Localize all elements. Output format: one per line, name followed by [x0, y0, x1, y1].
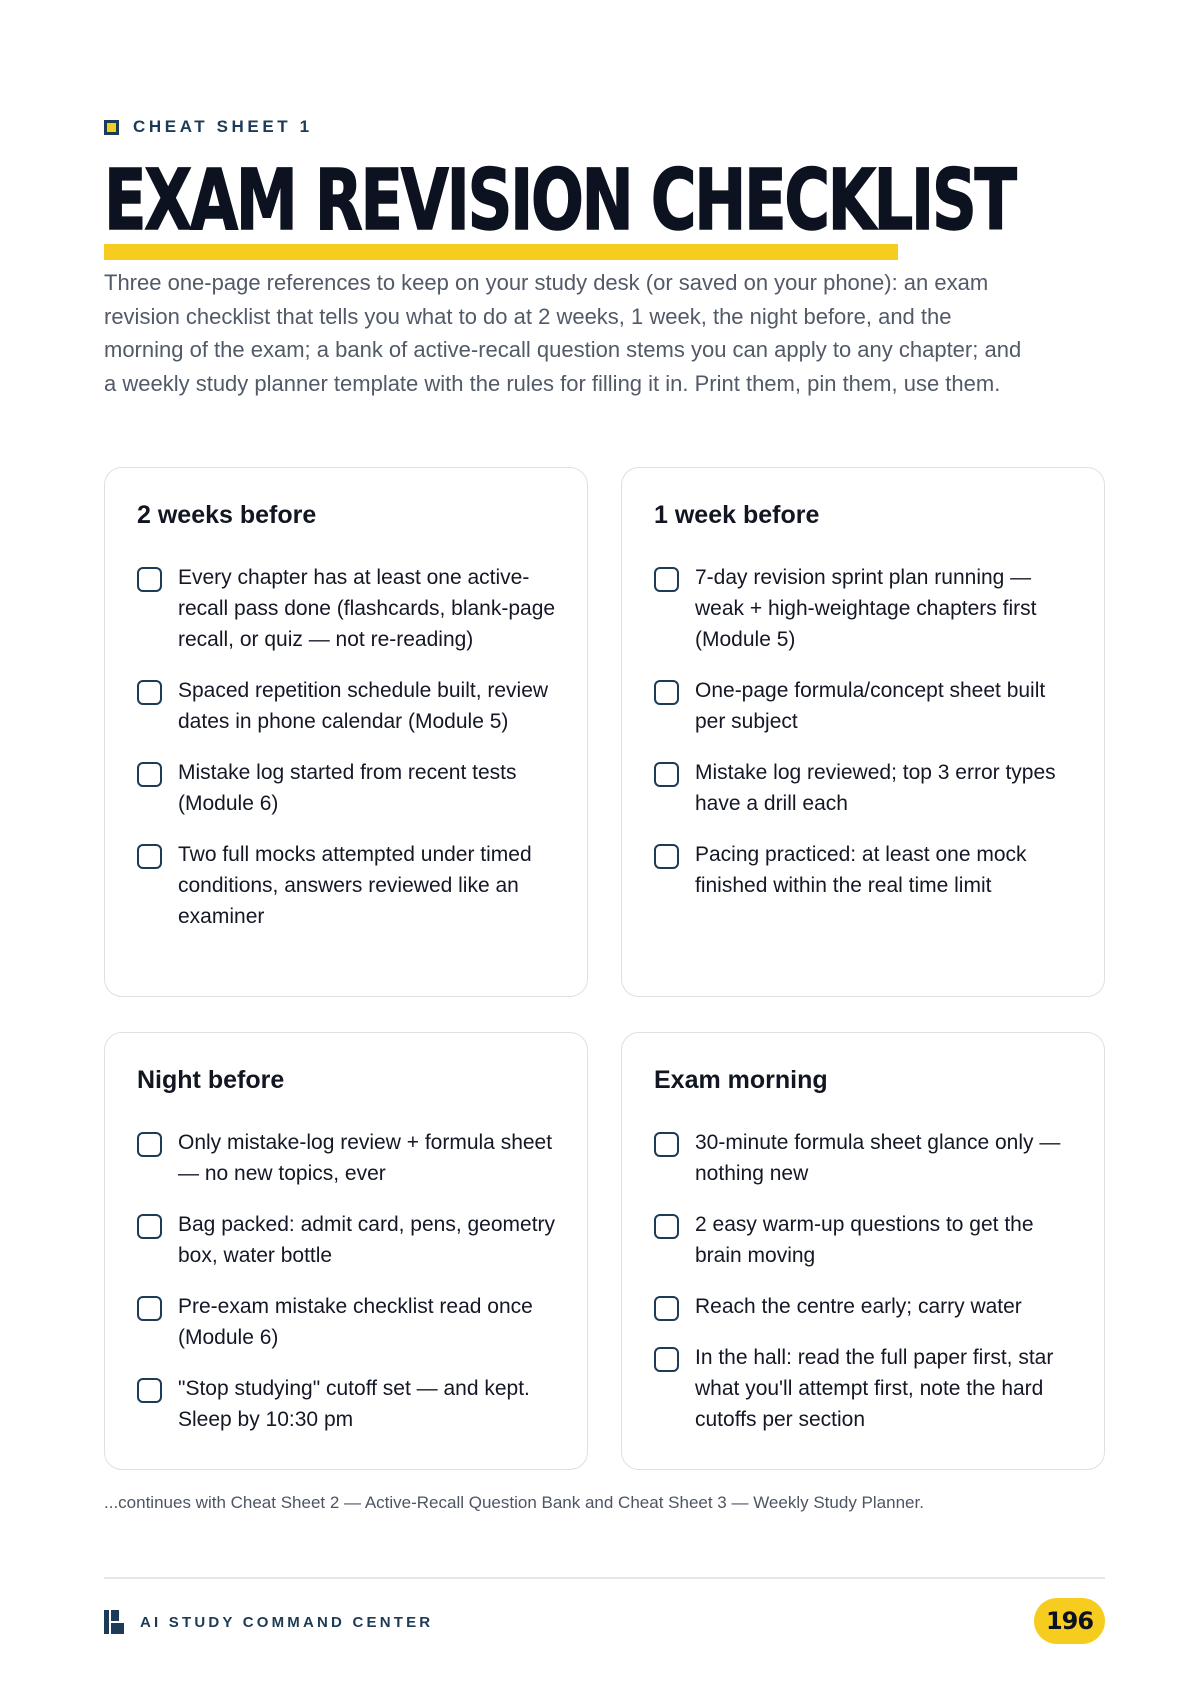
checklist-item-label: One-page formula/concept sheet built per subject: [695, 679, 1046, 733]
continues-note: ...continues with Cheat Sheet 2 — Active-Recall Question Bank and Cheat Sheet 3 — Weekly Study Planner.: [104, 1493, 924, 1512]
checklist-item-label: Spaced repetition schedule built, review dates in phone calendar (Module 5): [178, 679, 549, 733]
checkbox[interactable]: [654, 1347, 679, 1372]
footer-brand: [104, 1610, 433, 1634]
eyebrow-label: CHEAT SHEET 1: [133, 117, 313, 136]
checklist-item-label: Pre-exam mistake checklist read once (Module 6): [178, 1295, 533, 1349]
checklist-item-label: Reach the centre early; carry water: [695, 1295, 1022, 1318]
checklist-item: [654, 1291, 1080, 1322]
card-night-before: [104, 1032, 588, 1470]
checklist-item-label: Pacing practiced: at least one mock finished within the real time limit: [695, 843, 1027, 897]
checkbox[interactable]: [654, 844, 679, 869]
checkbox[interactable]: [137, 1132, 162, 1157]
card-2-weeks-before: [104, 467, 588, 997]
checkbox[interactable]: [137, 567, 162, 592]
checklist-item-label: Bag packed: admit card, pens, geometry box, water bottle: [178, 1213, 556, 1267]
checklist-item: [137, 562, 563, 655]
checkbox[interactable]: [654, 1132, 679, 1157]
checklist-item: [654, 1209, 1080, 1271]
book-logo-icon: [104, 1610, 124, 1634]
checkbox[interactable]: [654, 762, 679, 787]
checklist-item: [137, 1127, 563, 1189]
checklist-item-label: 30-minute formula sheet glance only — nothing new: [695, 1131, 1061, 1185]
checkbox[interactable]: [654, 1214, 679, 1239]
card-1-week-before: [621, 467, 1105, 997]
checklist-item: [654, 562, 1080, 655]
checklist-item: [137, 839, 563, 932]
checklist-item: [137, 757, 563, 819]
checkbox[interactable]: [654, 1296, 679, 1321]
checklist-item-label: 2 easy warm-up questions to get the brain moving: [695, 1213, 1034, 1267]
section-eyebrow: [104, 117, 313, 137]
footer-divider: [104, 1577, 1105, 1579]
title-wrap: [104, 150, 1015, 250]
checklist-item-label: Mistake log started from recent tests (Module 6): [178, 761, 517, 815]
square-bullet-icon: [104, 120, 119, 135]
checklist-item-label: 7-day revision sprint plan running — weak + high-weightage chapters first (Module 5): [695, 566, 1037, 651]
checklist-item-label: Two full mocks attempted under timed conditions, answers reviewed like an examiner: [178, 843, 532, 928]
checklist-item-label: Mistake log reviewed; top 3 error types have a drill each: [695, 761, 1056, 815]
checklist-item: [137, 1291, 563, 1353]
checklist-item: [654, 1342, 1080, 1435]
card-heading: Night before: [137, 1066, 285, 1094]
checkbox[interactable]: [137, 1214, 162, 1239]
page-number-badge: 196: [1034, 1598, 1105, 1644]
checkbox[interactable]: [137, 1378, 162, 1403]
checkbox[interactable]: [137, 680, 162, 705]
checklist-item: [137, 1209, 563, 1271]
checklist-item: [654, 1127, 1080, 1189]
checklist-item: [654, 839, 1080, 901]
checklist-item: [654, 757, 1080, 819]
card-heading: 2 weeks before: [137, 501, 317, 529]
checklist-item: [137, 1373, 563, 1435]
brand-name: AI STUDY COMMAND CENTER: [140, 1613, 434, 1631]
intro-paragraph: Three one-page references to keep on your study desk (or saved on your phone): an exam revision checklist that tells you what to do at 2 weeks, 1 week, the night before, and the morning of the exam; a bank of active-recall question stems you can apply to any chapter; and a weekly study planner template with the rules for filling it in. Print them, pin them, use them.: [104, 270, 1022, 396]
checkbox[interactable]: [654, 680, 679, 705]
checklist-item-label: In the hall: read the full paper first, star what you'll attempt first, note the hard cutoffs per section: [695, 1346, 1054, 1431]
checklist-item-label: Only mistake-log review + formula sheet — no new topics, ever: [178, 1131, 553, 1185]
page-title: EXAM REVISION CHECKLIST: [104, 151, 1015, 249]
checklist: [137, 562, 563, 952]
checklist: [654, 562, 1080, 921]
checklist-item: [654, 675, 1080, 737]
checkbox[interactable]: [137, 844, 162, 869]
checklist: [137, 1127, 563, 1455]
card-heading: 1 week before: [654, 501, 820, 529]
checklist-item: [137, 675, 563, 737]
card-heading: Exam morning: [654, 1066, 828, 1094]
card-exam-morning: [621, 1032, 1105, 1470]
checklist-item-label: Every chapter has at least one active-recall pass done (flashcards, blank-page recall, or quiz — not re-reading): [178, 566, 556, 651]
checkbox[interactable]: [654, 567, 679, 592]
checkbox[interactable]: [137, 1296, 162, 1321]
checklist: [654, 1127, 1080, 1455]
checklist-item-label: "Stop studying" cutoff set — and kept. Sleep by 10:30 pm: [178, 1377, 530, 1431]
checkbox[interactable]: [137, 762, 162, 787]
